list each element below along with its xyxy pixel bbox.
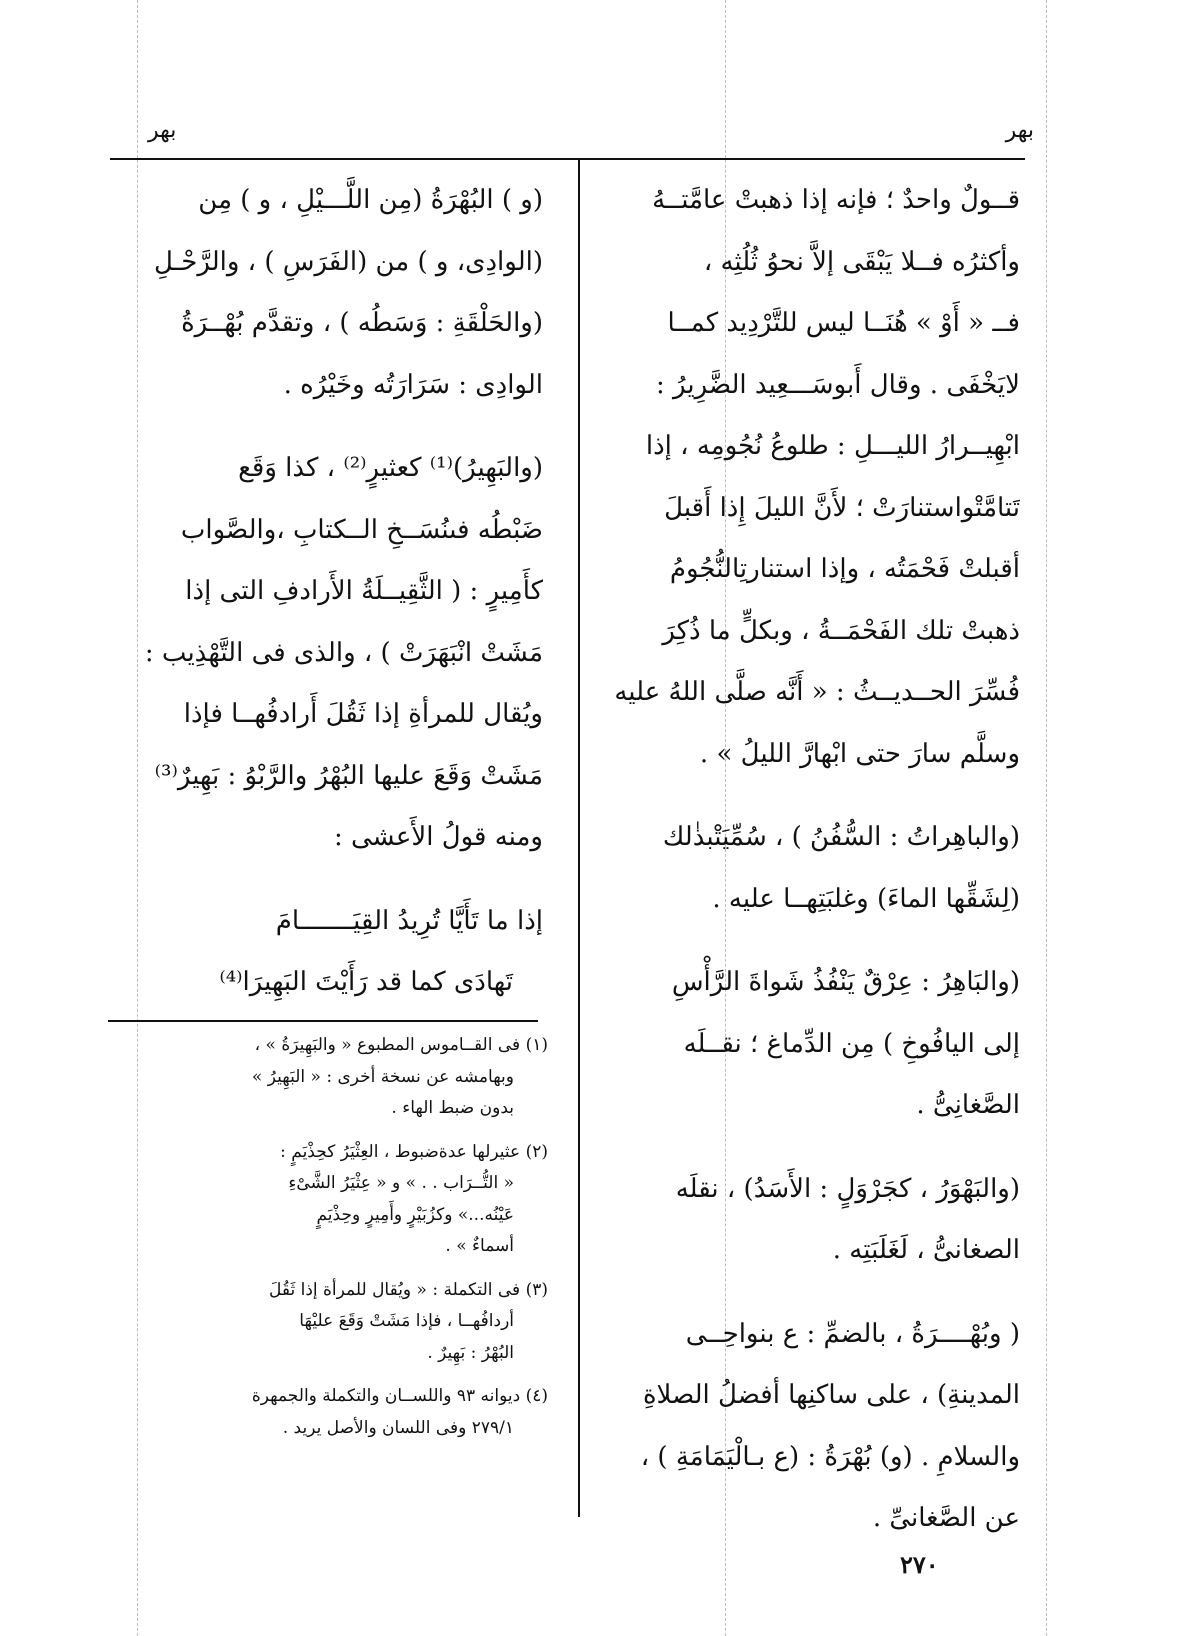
text-line: وسلَّم سارَ حتى ابْهارَّ الليلُ » . <box>699 738 1020 769</box>
footnotes <box>108 1030 548 1444</box>
running-header-left: بهر <box>148 118 177 143</box>
paragraph <box>605 952 1020 1137</box>
footnote-text: ديوانه ٩٣ واللســان والتكملة والجمهرة <box>251 1386 521 1406</box>
text-line: ابْهِيــرارُ الليـــلِ : طلوعُ نُجُومِه ، إذا <box>645 431 1020 461</box>
text-line: قــولٌ واحدٌ ؛ فإنه إذا ذهبتْ عامَّتــهُ <box>652 185 1020 215</box>
footnote-line: « التُّــرَاب . . » و « عِثْيَرُ الشَّىْءِ <box>288 1173 514 1193</box>
running-header-right: بهر <box>1005 118 1034 143</box>
footnote-rule <box>108 1020 538 1022</box>
text-line: الوادِى : سَرَارَتُه وخَيْرُه . <box>283 369 543 400</box>
verse-line: إذا ما تَأَيَّا تُرِيدُ القِيَـــــــامَ <box>275 905 543 936</box>
paragraph <box>605 807 1020 930</box>
footnote-line: ٢٧٩/١ وفى اللسان والأصل يريد . <box>282 1417 514 1438</box>
footnote-text: عثيرلها عدةضبوط ، العِثْيَرُ كحِذْيَمٍ : <box>280 1141 521 1162</box>
footnote-line: عَيْنُه...» وكزُبَيْرٍ وأَمِيرٍ وحِذْيَمٍ <box>316 1204 514 1225</box>
paragraph <box>108 438 543 869</box>
footnote <box>108 1275 548 1370</box>
text-line: (و ) البُهْرَةُ (مِن اللَّـــيْلِ ، و ) مِن <box>198 185 543 215</box>
text-line: الصَّغانِىُّ . <box>916 1090 1020 1120</box>
text-line: إلى اليافُوخِ ) مِن الدِّماغ ؛ نقــلَه <box>683 1028 1020 1059</box>
text-line: (والبَاهِرُ : عِرْقٌ يَنْفُذُ شَواةَ الرَّأْسِ <box>671 967 1020 997</box>
paragraph <box>605 1159 1020 1282</box>
text-line: ومنه قولُ الأَعشى : <box>333 822 543 852</box>
footnote-line: وبهامشه عن نسخة أخرى : « البَهِيرُ » <box>251 1066 514 1087</box>
footnote-line <box>108 1275 548 1307</box>
footnote-line: أسماءٌ » . <box>445 1236 514 1256</box>
footnote-line: أردافُهــا ، فإذا مَشَتْ وَقَعَ عليْهَا <box>299 1311 514 1331</box>
footnote-number: (٢) <box>525 1141 548 1162</box>
footnote-number: (٣) <box>525 1279 548 1300</box>
poem-verse <box>108 891 543 1013</box>
text-line: ويُقال للمرأةِ إذا ثَقُلَ أَرادفُهــا فإذا <box>183 699 543 729</box>
text-line: المدينةِ) ، على ساكنِها أفضلُ الصلاةِ <box>642 1380 1020 1410</box>
footnote <box>108 1030 548 1125</box>
footnote-number: (٤) <box>525 1386 548 1406</box>
right-column <box>605 170 1020 1550</box>
footnote <box>108 1137 548 1263</box>
footnote-line <box>108 1381 548 1413</box>
text-line: (والحَلْقَةِ : وَسَطُه ) ، وتقدَّم بُهْــرَةُ <box>181 308 543 338</box>
text-line: لايَخْفَى . وقال أَبوسَـــعِيد الضَّرِيرُ : <box>656 369 1020 400</box>
footnote-text: فى التكملة : « ويُقال للمرأة إذا ثَقُلَ <box>268 1279 521 1300</box>
footnote <box>108 1381 548 1444</box>
text-line: أقبلتْ فَحْمَتُه ، وإذا استنارتِالنُّجُومُ <box>669 554 1020 584</box>
paragraph <box>108 170 543 416</box>
text-line: مَشَتْ وَقَعَ عليها البُهْرُ والرَّبْوُ : بَهِيرٌ⁽³⁾ <box>154 760 543 791</box>
text-line: عن الصَّغانىِّ . <box>872 1503 1020 1533</box>
footnote-text: فى القــاموس المطبوع « والبَهِيرَةُ » ، <box>254 1035 521 1055</box>
verse-line: تَهادَى كما قد رَأَيْتَ البَهِيرَا⁽⁴⁾ <box>219 966 513 997</box>
text-line: (لِشَقِّها الماءَ) وغلبَتِهــا عليه . <box>712 883 1020 914</box>
text-line: تَتامَّتْواستنارَتْ ؛ لأَنَّ الليلَ إِذا أَقبلَ <box>664 492 1020 523</box>
text-line: فُسِّرَ الحــديــثُ : « أَنَّه صلَّى اللهُ عليه <box>614 677 1020 707</box>
footnote-line: بدون ضبط الهاء . <box>391 1098 514 1118</box>
text-line: ذهبتْ تلك الفَحْمَــةُ ، وبكلٍّ ما ذُكِرَ <box>662 615 1020 646</box>
text-line: كأَمِيرٍ : ( الثَّقِيــلَةُ الأَرادفِ التى إذا <box>185 576 543 606</box>
header-rule <box>110 158 1025 160</box>
page-number: ٢٧٠ <box>900 1550 939 1579</box>
text-line: (والبَهِيرُ)⁽¹⁾ كعثيرٍ⁽²⁾ ، كذا وَقَع <box>238 453 543 483</box>
paragraph <box>605 1304 1020 1550</box>
footnote-line: البُهْرُ : بَهِيرٌ . <box>427 1342 514 1363</box>
text-line: ضَبْطُه فىنُسَــخِ الــكتابِ ،والصَّواب <box>180 514 543 545</box>
footnote-line <box>108 1030 548 1062</box>
footnote-number: (١) <box>525 1035 548 1055</box>
text-line: ( وبُهْــــرَةُ ، بالضمِّ : ع بنواحِــى <box>685 1318 1020 1349</box>
margin-guide-line <box>1046 0 1047 1636</box>
text-line: والسلامِ . (و) بُهْرَةُ : (ع بـالْيَمَامَةِ ) ، <box>640 1441 1020 1472</box>
text-line: (والباهِراتُ : السُّفُنُ ) ، سُمِّيَتْبذٰلك <box>662 822 1020 852</box>
text-line: مَشَتْ انْبَهَرَتْ ) ، والذى فى التَّهْذِيب : <box>144 637 543 668</box>
left-column <box>108 170 543 1013</box>
text-line: الصغانىُّ ، لَغَلَبَتِه . <box>832 1235 1020 1265</box>
column-divider <box>578 160 580 1517</box>
text-line: وأكثرُه فــلا يَبْقَى إلاَّ نحوُ ثُلُثِه ، <box>703 246 1020 277</box>
paragraph <box>605 170 1020 785</box>
text-line: (الوادِى، و ) من (الفَرَسِ ) ، والرَّحْـلِ <box>153 246 543 277</box>
text-line: فــ « أَوْ » هُنَــا ليس للتَّرْدِيد كمــا <box>667 308 1020 338</box>
footnote-line <box>108 1137 548 1169</box>
text-line: (والبَهْوَرُ ، كجَرْوَلٍ : الأَسَدُ) ، نقلَه <box>675 1173 1020 1204</box>
